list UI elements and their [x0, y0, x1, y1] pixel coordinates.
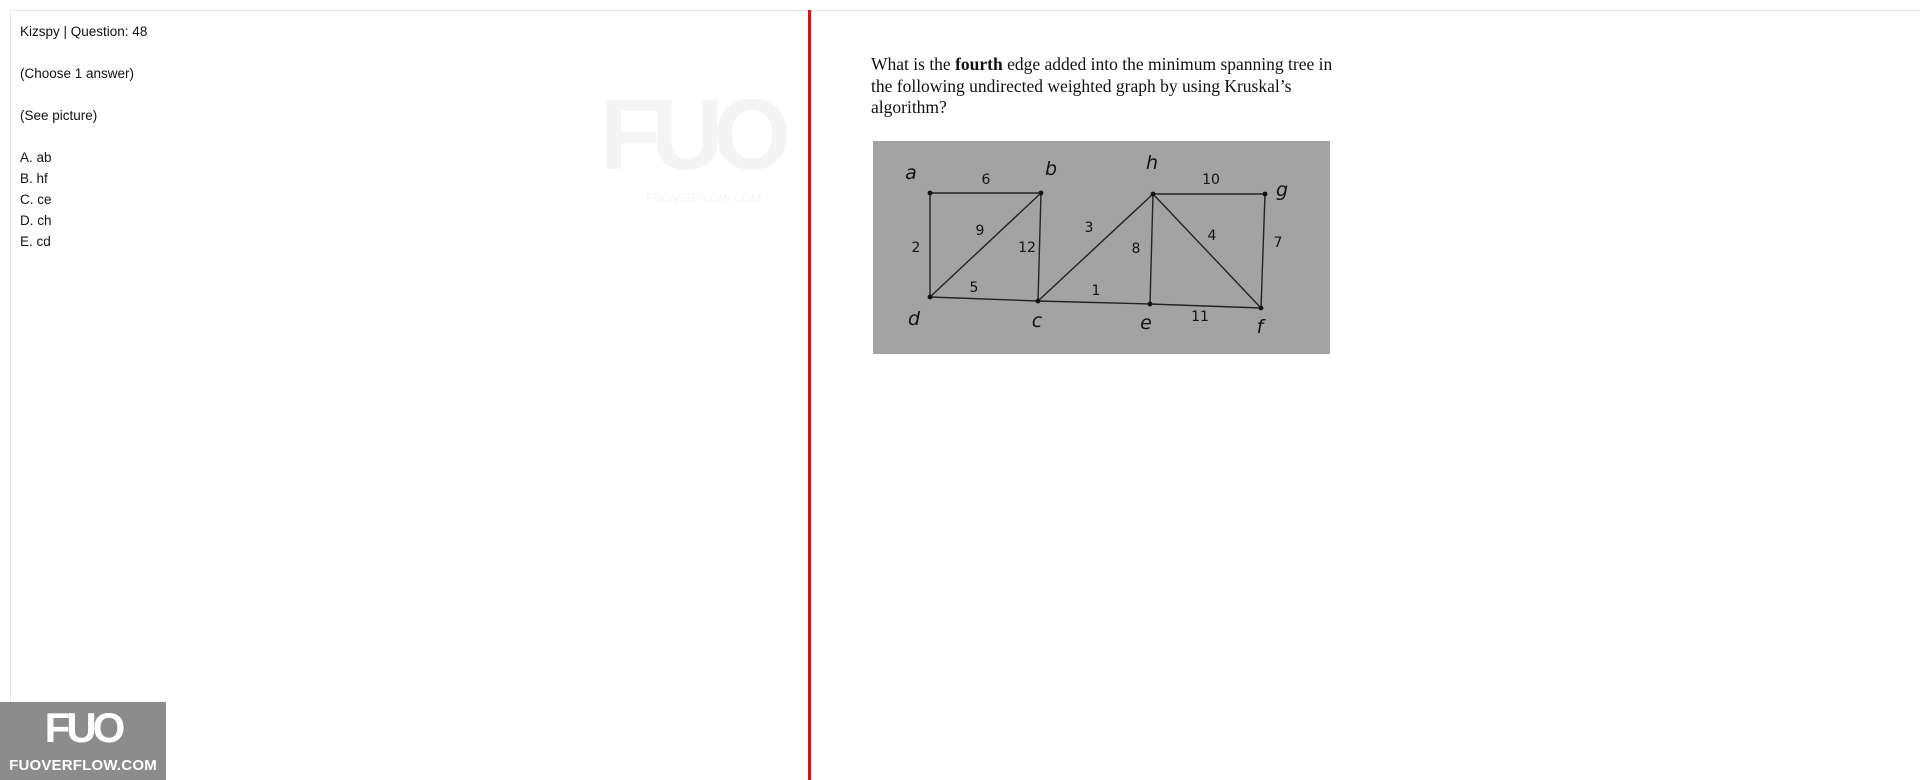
- graph-edge-ef: [1150, 304, 1261, 308]
- graph-weight-he: 8: [1131, 241, 1141, 257]
- graph-edge-gf: [1261, 194, 1265, 308]
- graph-vertex-label-e: e: [1140, 312, 1152, 334]
- top-border: [10, 10, 1920, 11]
- graph-vertex-label-c: c: [1031, 310, 1043, 332]
- answer-option-a: A. ab: [20, 150, 52, 165]
- graph-edge-bc: [1038, 193, 1041, 301]
- graph-picture: [873, 141, 1330, 354]
- left-border: [10, 10, 11, 780]
- choose-instruction: (Choose 1 answer): [20, 66, 135, 81]
- see-picture-instruction: (See picture): [20, 108, 98, 123]
- graph-vertex-a: [928, 191, 933, 196]
- graph-vertex-label-h: h: [1145, 152, 1159, 174]
- graph-weight-bc: 12: [1018, 240, 1036, 256]
- graph-edge-hf: [1153, 194, 1261, 308]
- pane-divider: [808, 10, 811, 780]
- answer-option-e: E. cd: [20, 234, 51, 249]
- graph-weight-hf: 4: [1207, 228, 1217, 244]
- graph-vertex-label-a: a: [905, 162, 917, 184]
- graph-weight-bd: 9: [975, 223, 985, 239]
- answer-option-c: C. ce: [20, 192, 52, 207]
- graph-vertex-b: [1039, 191, 1044, 196]
- graph-weight-ad: 2: [911, 240, 921, 256]
- graph-vertex-g: [1263, 192, 1268, 197]
- graph-vertex-c: [1036, 299, 1041, 304]
- question-suffix: edge added into the minimum spanning tree in the following undirected weighted graph by using Kruskal’s algorithm?: [871, 54, 1333, 117]
- answer-option-d: D. ch: [20, 213, 52, 228]
- graph-weight-dc: 5: [969, 280, 979, 296]
- question-text: [871, 54, 1351, 119]
- graph-weight-hg: 10: [1202, 172, 1220, 188]
- graph-vertex-label-d: d: [907, 308, 921, 330]
- graph-edge-dc: [930, 297, 1038, 301]
- answer-option-b: B. hf: [20, 171, 48, 186]
- brand-logo: FUO: [44, 704, 122, 751]
- brand-text: FUOVERFLOW.COM: [9, 757, 157, 774]
- question-prefix: What is the: [871, 54, 956, 74]
- graph-vertex-e: [1148, 302, 1153, 307]
- graph-weight-ce: 1: [1091, 283, 1101, 299]
- watermark-text: FUOVERFLOW.COM: [646, 191, 762, 205]
- graph-vertex-d: [928, 295, 933, 300]
- graph-weight-gf: 7: [1273, 235, 1283, 251]
- question-emphasis: fourth: [955, 54, 1003, 74]
- watermark: [600, 79, 830, 225]
- graph-vertex-label-b: b: [1044, 158, 1058, 180]
- graph-edge-he: [1150, 194, 1153, 304]
- question-title: Kizspy | Question: 48: [20, 24, 148, 39]
- graph-drawing: [873, 141, 1330, 354]
- graph-weight-ef: 11: [1191, 309, 1209, 325]
- graph-vertex-label-f: f: [1256, 316, 1264, 338]
- graph-weight-ch: 3: [1084, 220, 1094, 236]
- graph-vertex-h: [1151, 192, 1156, 197]
- graph-vertex-f: [1259, 306, 1264, 311]
- graph-weight-ab: 6: [981, 172, 991, 188]
- graph-edge-ce: [1038, 301, 1150, 304]
- graph-vertex-label-g: g: [1275, 179, 1289, 201]
- brand-logo-box: [0, 702, 166, 780]
- watermark-logo: FUO: [600, 79, 782, 191]
